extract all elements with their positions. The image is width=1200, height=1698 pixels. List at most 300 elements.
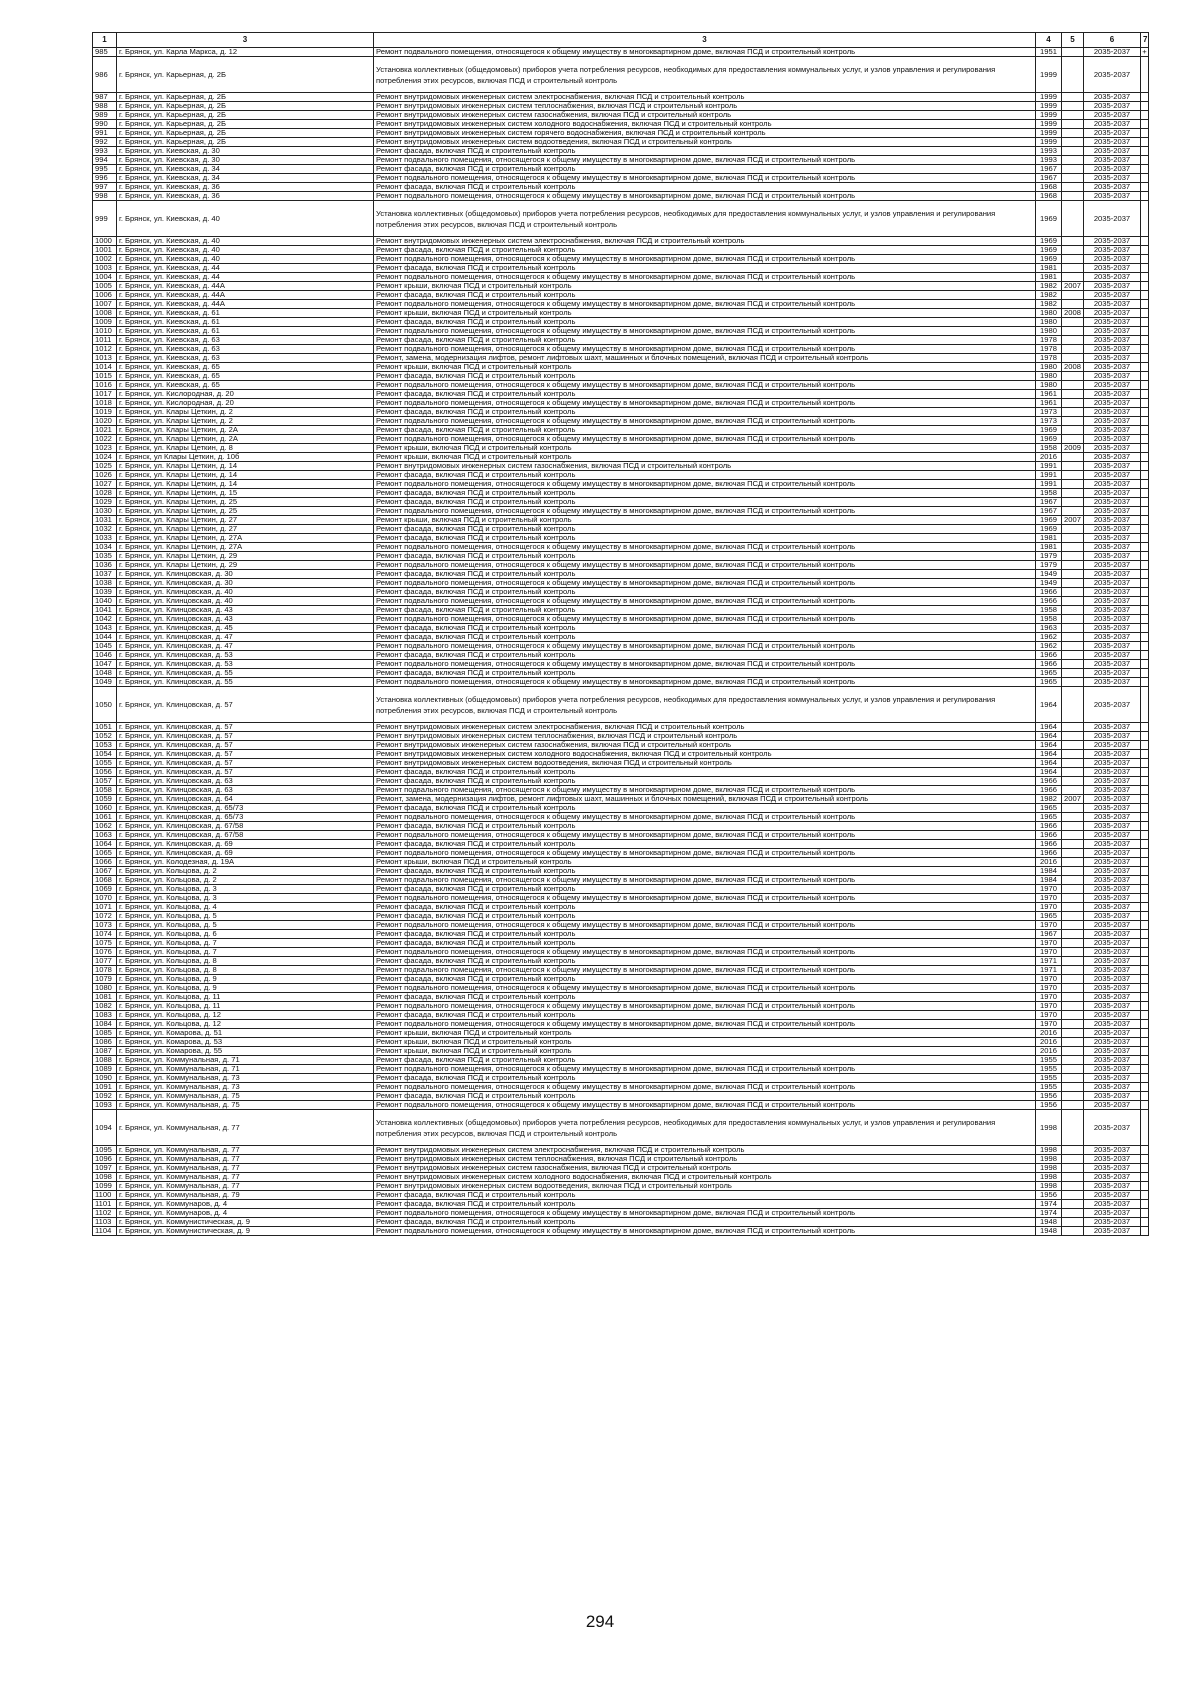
period-cell: 2035-2037 xyxy=(1084,597,1141,606)
address-cell: г. Брянск, ул. Клинцовская, д. 57 xyxy=(117,768,374,777)
year-built-cell: 1962 xyxy=(1036,633,1062,642)
year-built-cell: 1948 xyxy=(1036,1218,1062,1227)
mark-cell xyxy=(1141,1209,1149,1218)
work-type-cell: Ремонт фасада, включая ПСД и строительный контроль xyxy=(374,246,1036,255)
year-repair-cell xyxy=(1062,111,1084,120)
year-repair-cell xyxy=(1062,273,1084,282)
year-built-cell: 1970 xyxy=(1036,939,1062,948)
mark-cell xyxy=(1141,192,1149,201)
year-repair-cell xyxy=(1062,651,1084,660)
year-built-cell: 1980 xyxy=(1036,381,1062,390)
row-number: 986 xyxy=(93,57,117,93)
work-type-cell: Ремонт фасада, включая ПСД и строительный контроль xyxy=(374,975,1036,984)
work-type-cell: Ремонт фасада, включая ПСД и строительный контроль xyxy=(374,489,1036,498)
address-cell: г. Брянск, ул. Комарова, д. 53 xyxy=(117,1038,374,1047)
row-number: 1055 xyxy=(93,759,117,768)
work-type-cell: Ремонт крыши, включая ПСД и строительный контроль xyxy=(374,282,1036,291)
period-cell: 2035-2037 xyxy=(1084,750,1141,759)
address-cell: г. Брянск, ул. Клинцовская, д. 53 xyxy=(117,660,374,669)
mark-cell xyxy=(1141,795,1149,804)
year-built-cell: 1980 xyxy=(1036,309,1062,318)
table-row xyxy=(93,570,1149,579)
period-cell: 2035-2037 xyxy=(1084,516,1141,525)
repair-schedule-table xyxy=(92,32,1149,1236)
mark-cell xyxy=(1141,984,1149,993)
row-number: 1020 xyxy=(93,417,117,426)
row-number: 1090 xyxy=(93,1074,117,1083)
address-cell: г. Брянск, ул. Клинцовская, д. 63 xyxy=(117,786,374,795)
period-cell: 2035-2037 xyxy=(1084,183,1141,192)
year-repair-cell xyxy=(1062,570,1084,579)
period-cell: 2035-2037 xyxy=(1084,606,1141,615)
period-cell: 2035-2037 xyxy=(1084,579,1141,588)
period-cell: 2035-2037 xyxy=(1084,417,1141,426)
address-cell: г. Брянск, ул. Киевская, д. 63 xyxy=(117,345,374,354)
address-cell: г. Брянск, ул. Киевская, д. 40 xyxy=(117,237,374,246)
year-repair-cell xyxy=(1062,57,1084,93)
year-built-cell: 1982 xyxy=(1036,795,1062,804)
table-row xyxy=(93,858,1149,867)
year-built-cell: 1962 xyxy=(1036,642,1062,651)
address-cell: г. Брянск, ул. Кислородная, д. 20 xyxy=(117,399,374,408)
year-built-cell: 1969 xyxy=(1036,525,1062,534)
work-type-cell: Ремонт, замена, модернизация лифтов, ремонт лифтовых шахт, машинных и блочных помещений, включая ПСД и строительный контроль xyxy=(374,795,1036,804)
year-built-cell: 1958 xyxy=(1036,489,1062,498)
table-row xyxy=(93,201,1149,237)
row-number: 1016 xyxy=(93,381,117,390)
mark-cell xyxy=(1141,480,1149,489)
address-cell: г. Брянск, ул. Киевская, д. 30 xyxy=(117,156,374,165)
mark-cell xyxy=(1141,948,1149,957)
work-type-cell: Ремонт фасада, включая ПСД и строительный контроль xyxy=(374,624,1036,633)
table-row xyxy=(93,975,1149,984)
year-repair-cell xyxy=(1062,804,1084,813)
year-repair-cell xyxy=(1062,1002,1084,1011)
year-repair-cell xyxy=(1062,588,1084,597)
row-number: 988 xyxy=(93,102,117,111)
address-cell: г. Брянск, ул. Клинцовская, д. 55 xyxy=(117,669,374,678)
mark-cell xyxy=(1141,588,1149,597)
table-row xyxy=(93,354,1149,363)
row-number: 1006 xyxy=(93,291,117,300)
work-type-cell: Ремонт внутридомовых инженерных систем теплоснабжения, включая ПСД и строительный контроль xyxy=(374,102,1036,111)
year-repair-cell xyxy=(1062,498,1084,507)
year-repair-cell xyxy=(1062,885,1084,894)
mark-cell xyxy=(1141,1002,1149,1011)
address-cell: г. Брянск, ул. Клинцовская, д. 69 xyxy=(117,840,374,849)
row-number: 1052 xyxy=(93,732,117,741)
year-built-cell: 1973 xyxy=(1036,417,1062,426)
table-row xyxy=(93,1191,1149,1200)
year-built-cell: 1969 xyxy=(1036,426,1062,435)
mark-cell xyxy=(1141,903,1149,912)
year-built-cell: 1956 xyxy=(1036,1092,1062,1101)
year-built-cell: 1981 xyxy=(1036,264,1062,273)
year-repair-cell xyxy=(1062,1065,1084,1074)
work-type-cell: Ремонт фасада, включая ПСД и строительный контроль xyxy=(374,426,1036,435)
period-cell: 2035-2037 xyxy=(1084,561,1141,570)
mark-cell xyxy=(1141,876,1149,885)
work-type-cell: Ремонт подвального помещения, относящегося к общему имуществу в многоквартирном доме, включая ПСД и строительный контроль xyxy=(374,507,1036,516)
mark-cell xyxy=(1141,894,1149,903)
year-repair-cell xyxy=(1062,624,1084,633)
period-cell: 2035-2037 xyxy=(1084,633,1141,642)
row-number: 992 xyxy=(93,138,117,147)
year-repair-cell xyxy=(1062,453,1084,462)
table-row xyxy=(93,930,1149,939)
table-row xyxy=(93,1164,1149,1173)
year-built-cell: 1984 xyxy=(1036,876,1062,885)
table-row xyxy=(93,1155,1149,1164)
row-number: 1060 xyxy=(93,804,117,813)
header-col-1: 1 xyxy=(93,33,117,48)
row-number: 1056 xyxy=(93,768,117,777)
row-number: 1096 xyxy=(93,1155,117,1164)
work-type-cell: Ремонт подвального помещения, относящегося к общему имуществу в многоквартирном доме, включая ПСД и строительный контроль xyxy=(374,1083,1036,1092)
table-row xyxy=(93,345,1149,354)
period-cell: 2035-2037 xyxy=(1084,660,1141,669)
mark-cell xyxy=(1141,912,1149,921)
work-type-cell: Ремонт подвального помещения, относящегося к общему имуществу в многоквартирном доме, включая ПСД и строительный контроль xyxy=(374,300,1036,309)
address-cell: г. Брянск, ул. Клары Цеткин, д. 27 xyxy=(117,516,374,525)
address-cell: г. Брянск, ул. Клинцовская, д. 63 xyxy=(117,777,374,786)
mark-cell xyxy=(1141,417,1149,426)
address-cell: г. Брянск, ул. Киевская, д. 44 xyxy=(117,273,374,282)
mark-cell xyxy=(1141,129,1149,138)
address-cell: г. Брянск, ул. Комарова, д. 51 xyxy=(117,1029,374,1038)
mark-cell xyxy=(1141,1155,1149,1164)
row-number: 1047 xyxy=(93,660,117,669)
row-number: 1059 xyxy=(93,795,117,804)
header-col-7: 7 xyxy=(1141,33,1149,48)
mark-cell xyxy=(1141,957,1149,966)
address-cell: г. Брянск, ул. Коммунальная, д. 73 xyxy=(117,1074,374,1083)
table-row xyxy=(93,912,1149,921)
mark-cell xyxy=(1141,867,1149,876)
row-number: 1012 xyxy=(93,345,117,354)
year-repair-cell xyxy=(1062,1173,1084,1182)
period-cell: 2035-2037 xyxy=(1084,372,1141,381)
year-repair-cell xyxy=(1062,786,1084,795)
table-row xyxy=(93,1110,1149,1146)
address-cell: г. Брянск, ул. Комарова, д. 55 xyxy=(117,1047,374,1056)
table-row xyxy=(93,777,1149,786)
year-repair-cell xyxy=(1062,741,1084,750)
mark-cell xyxy=(1141,1146,1149,1155)
mark-cell xyxy=(1141,363,1149,372)
table-row xyxy=(93,192,1149,201)
year-repair-cell xyxy=(1062,561,1084,570)
year-repair-cell xyxy=(1062,597,1084,606)
work-type-cell: Ремонт фасада, включая ПСД и строительный контроль xyxy=(374,264,1036,273)
year-built-cell: 1968 xyxy=(1036,192,1062,201)
work-type-cell: Ремонт подвального помещения, относящегося к общему имуществу в многоквартирном доме, включая ПСД и строительный контроль xyxy=(374,156,1036,165)
year-built-cell: 1970 xyxy=(1036,948,1062,957)
mark-cell xyxy=(1141,1029,1149,1038)
row-number: 1099 xyxy=(93,1182,117,1191)
row-number: 1091 xyxy=(93,1083,117,1092)
address-cell: г. Брянск, ул. Клары Цеткин, д. 2А xyxy=(117,426,374,435)
page-number: 294 xyxy=(585,1612,615,1631)
work-type-cell: Ремонт крыши, включая ПСД и строительный контроль xyxy=(374,453,1036,462)
year-built-cell: 1970 xyxy=(1036,894,1062,903)
period-cell: 2035-2037 xyxy=(1084,291,1141,300)
address-cell: г. Брянск, ул. Коммунистическая, д. 9 xyxy=(117,1218,374,1227)
address-cell: г. Брянск, ул. Карьерная, д. 2Б xyxy=(117,102,374,111)
address-cell: г. Брянск, ул Клары Цеткин, д. 10б xyxy=(117,453,374,462)
address-cell: г. Брянск, ул. Киевская, д. 30 xyxy=(117,147,374,156)
work-type-cell: Ремонт фасада, включая ПСД и строительный контроль xyxy=(374,930,1036,939)
period-cell: 2035-2037 xyxy=(1084,867,1141,876)
mark-cell xyxy=(1141,237,1149,246)
address-cell: г. Брянск, ул. Клинцовская, д. 30 xyxy=(117,579,374,588)
year-repair-cell xyxy=(1062,615,1084,624)
table-row xyxy=(93,561,1149,570)
table-row xyxy=(93,633,1149,642)
period-cell: 2035-2037 xyxy=(1084,525,1141,534)
work-type-cell: Ремонт внутридомовых инженерных систем холодного водоснабжения, включая ПСД и строительный контроль xyxy=(374,1173,1036,1182)
row-number: 1080 xyxy=(93,984,117,993)
address-cell: г. Брянск, ул. Клары Цеткин, д. 14 xyxy=(117,480,374,489)
table-row xyxy=(93,1002,1149,1011)
table-row xyxy=(93,1092,1149,1101)
row-number: 994 xyxy=(93,156,117,165)
table-row xyxy=(93,444,1149,453)
address-cell: г. Брянск, ул. Клинцовская, д. 40 xyxy=(117,588,374,597)
period-cell: 2035-2037 xyxy=(1084,669,1141,678)
mark-cell xyxy=(1141,1020,1149,1029)
year-repair-cell xyxy=(1062,1092,1084,1101)
year-repair-cell xyxy=(1062,750,1084,759)
period-cell: 2035-2037 xyxy=(1084,1092,1141,1101)
period-cell: 2035-2037 xyxy=(1084,1155,1141,1164)
address-cell: г. Брянск, ул. Киевская, д. 44А xyxy=(117,291,374,300)
year-built-cell: 1999 xyxy=(1036,138,1062,147)
address-cell: г. Брянск, ул. Клары Цеткин, д. 15 xyxy=(117,489,374,498)
work-type-cell: Ремонт внутридомовых инженерных систем газоснабжения, включая ПСД и строительный контроль xyxy=(374,1164,1036,1173)
period-cell: 2035-2037 xyxy=(1084,336,1141,345)
mark-cell xyxy=(1141,471,1149,480)
work-type-cell: Ремонт подвального помещения, относящегося к общему имуществу в многоквартирном доме, включая ПСД и строительный контроль xyxy=(374,435,1036,444)
row-number: 1036 xyxy=(93,561,117,570)
work-type-cell: Ремонт фасада, включая ПСД и строительный контроль xyxy=(374,912,1036,921)
table-row xyxy=(93,237,1149,246)
year-built-cell: 1980 xyxy=(1036,372,1062,381)
year-built-cell: 1970 xyxy=(1036,975,1062,984)
work-type-cell: Ремонт подвального помещения, относящегося к общему имуществу в многоквартирном доме, включая ПСД и строительный контроль xyxy=(374,849,1036,858)
period-cell: 2035-2037 xyxy=(1084,1146,1141,1155)
period-cell: 2035-2037 xyxy=(1084,795,1141,804)
period-cell: 2035-2037 xyxy=(1084,300,1141,309)
work-type-cell: Ремонт внутридомовых инженерных систем теплоснабжения, включая ПСД и строительный контроль xyxy=(374,732,1036,741)
mark-cell xyxy=(1141,849,1149,858)
year-built-cell: 1966 xyxy=(1036,651,1062,660)
year-repair-cell xyxy=(1062,1101,1084,1110)
year-repair-cell xyxy=(1062,1020,1084,1029)
work-type-cell: Ремонт внутридомовых инженерных систем электроснабжения, включая ПСД и строительный контроль xyxy=(374,1146,1036,1155)
header-col-year-repair: 5 xyxy=(1062,33,1084,48)
row-number: 1094 xyxy=(93,1110,117,1146)
work-type-cell: Ремонт фасада, включая ПСД и строительный контроль xyxy=(374,1074,1036,1083)
year-repair-cell xyxy=(1062,669,1084,678)
mark-cell xyxy=(1141,759,1149,768)
row-number: 1025 xyxy=(93,462,117,471)
mark-cell xyxy=(1141,498,1149,507)
year-repair-cell xyxy=(1062,939,1084,948)
mark-cell xyxy=(1141,246,1149,255)
period-cell: 2035-2037 xyxy=(1084,1101,1141,1110)
period-cell: 2035-2037 xyxy=(1084,129,1141,138)
address-cell: г. Брянск, ул. Кольцова, д. 5 xyxy=(117,921,374,930)
row-number: 1076 xyxy=(93,948,117,957)
row-number: 1084 xyxy=(93,1020,117,1029)
row-number: 1101 xyxy=(93,1200,117,1209)
mark-cell xyxy=(1141,921,1149,930)
period-cell: 2035-2037 xyxy=(1084,174,1141,183)
year-built-cell: 1982 xyxy=(1036,282,1062,291)
period-cell: 2035-2037 xyxy=(1084,975,1141,984)
work-type-cell: Ремонт фасада, включая ПСД и строительный контроль xyxy=(374,1092,1036,1101)
work-type-cell: Ремонт внутридомовых инженерных систем водоотведения, включая ПСД и строительный контроль xyxy=(374,1182,1036,1191)
year-repair-cell xyxy=(1062,1038,1084,1047)
year-repair-cell xyxy=(1062,138,1084,147)
row-number: 1003 xyxy=(93,264,117,273)
year-repair-cell xyxy=(1062,525,1084,534)
row-number: 997 xyxy=(93,183,117,192)
mark-cell xyxy=(1141,1200,1149,1209)
row-number: 1030 xyxy=(93,507,117,516)
table-row xyxy=(93,300,1149,309)
year-built-cell: 1964 xyxy=(1036,768,1062,777)
row-number: 1100 xyxy=(93,1191,117,1200)
address-cell: г. Брянск, ул. Коммунальная, д. 77 xyxy=(117,1182,374,1191)
table-row xyxy=(93,93,1149,102)
mark-cell xyxy=(1141,354,1149,363)
mark-cell xyxy=(1141,93,1149,102)
work-type-cell: Ремонт подвального помещения, относящегося к общему имуществу в многоквартирном доме, включая ПСД и строительный контроль xyxy=(374,255,1036,264)
work-type-cell: Ремонт подвального помещения, относящегося к общему имуществу в многоквартирном доме, включая ПСД и строительный контроль xyxy=(374,660,1036,669)
row-number: 993 xyxy=(93,147,117,156)
mark-cell xyxy=(1141,372,1149,381)
address-cell: г. Брянск, ул. Киевская, д. 65 xyxy=(117,363,374,372)
year-built-cell: 1981 xyxy=(1036,273,1062,282)
work-type-cell: Установка коллективных (общедомовых) приборов учета потребления ресурсов, необходимых для предоставления коммунальных услуг, и узлов управления и регулирования потребления этих ресурсов, включая ПСД и строительный контроль xyxy=(374,1110,1036,1146)
row-number: 1031 xyxy=(93,516,117,525)
period-cell: 2035-2037 xyxy=(1084,993,1141,1002)
year-repair-cell xyxy=(1062,876,1084,885)
table-row xyxy=(93,543,1149,552)
year-repair-cell xyxy=(1062,399,1084,408)
mark-cell xyxy=(1141,390,1149,399)
mark-cell xyxy=(1141,156,1149,165)
work-type-cell: Ремонт внутридомовых инженерных систем теплоснабжения, включая ПСД и строительный контроль xyxy=(374,1155,1036,1164)
year-built-cell: 1967 xyxy=(1036,498,1062,507)
address-cell: г. Брянск, ул. Кольцова, д. 4 xyxy=(117,903,374,912)
year-built-cell: 1998 xyxy=(1036,1155,1062,1164)
address-cell: г. Брянск, ул. Клинцовская, д. 57 xyxy=(117,723,374,732)
row-number: 1011 xyxy=(93,336,117,345)
period-cell: 2035-2037 xyxy=(1084,957,1141,966)
row-number: 989 xyxy=(93,111,117,120)
address-cell: г. Брянск, ул. Клары Цеткин, д. 2 xyxy=(117,408,374,417)
period-cell: 2035-2037 xyxy=(1084,642,1141,651)
mark-cell xyxy=(1141,858,1149,867)
address-cell: г. Брянск, ул. Клинцовская, д. 64 xyxy=(117,795,374,804)
register-sheet xyxy=(92,32,1148,1236)
year-repair-cell xyxy=(1062,255,1084,264)
row-number: 996 xyxy=(93,174,117,183)
address-cell: г. Брянск, ул. Клинцовская, д. 55 xyxy=(117,678,374,687)
table-row xyxy=(93,831,1149,840)
mark-cell xyxy=(1141,264,1149,273)
period-cell: 2035-2037 xyxy=(1084,1056,1141,1065)
period-cell: 2035-2037 xyxy=(1084,813,1141,822)
table-row xyxy=(93,579,1149,588)
work-type-cell: Ремонт фасада, включая ПСД и строительный контроль xyxy=(374,939,1036,948)
period-cell: 2035-2037 xyxy=(1084,885,1141,894)
period-cell: 2035-2037 xyxy=(1084,678,1141,687)
year-built-cell: 1964 xyxy=(1036,687,1062,723)
row-number: 1027 xyxy=(93,480,117,489)
period-cell: 2035-2037 xyxy=(1084,1029,1141,1038)
table-row xyxy=(93,894,1149,903)
table-row xyxy=(93,147,1149,156)
table-header-row xyxy=(93,33,1149,48)
mark-cell xyxy=(1141,660,1149,669)
table-row xyxy=(93,786,1149,795)
table-row xyxy=(93,516,1149,525)
row-number: 1054 xyxy=(93,750,117,759)
work-type-cell: Ремонт подвального помещения, относящегося к общему имуществу в многоквартирном доме, включая ПСД и строительный контроль xyxy=(374,345,1036,354)
address-cell: г. Брянск, ул. Кольцова, д. 8 xyxy=(117,966,374,975)
year-built-cell: 1966 xyxy=(1036,849,1062,858)
address-cell: г. Брянск, ул. Коммунальная, д. 75 xyxy=(117,1092,374,1101)
row-number: 1028 xyxy=(93,489,117,498)
year-repair-cell xyxy=(1062,534,1084,543)
year-built-cell: 1970 xyxy=(1036,921,1062,930)
row-number: 995 xyxy=(93,165,117,174)
work-type-cell: Ремонт подвального помещения, относящегося к общему имуществу в многоквартирном доме, включая ПСД и строительный контроль xyxy=(374,174,1036,183)
table-row xyxy=(93,840,1149,849)
table-row xyxy=(93,138,1149,147)
year-built-cell: 1969 xyxy=(1036,255,1062,264)
mark-cell xyxy=(1141,273,1149,282)
work-type-cell: Ремонт крыши, включая ПСД и строительный контроль xyxy=(374,858,1036,867)
table-row xyxy=(93,1146,1149,1155)
year-repair-cell xyxy=(1062,912,1084,921)
work-type-cell: Ремонт подвального помещения, относящегося к общему имуществу в многоквартирном доме, включая ПСД и строительный контроль xyxy=(374,417,1036,426)
year-built-cell: 1964 xyxy=(1036,741,1062,750)
year-repair-cell xyxy=(1062,822,1084,831)
address-cell: г. Брянск, ул. Карьерная, д. 2Б xyxy=(117,129,374,138)
mark-cell xyxy=(1141,120,1149,129)
table-row xyxy=(93,1065,1149,1074)
mark-cell xyxy=(1141,750,1149,759)
row-number: 1063 xyxy=(93,831,117,840)
period-cell: 2035-2037 xyxy=(1084,147,1141,156)
row-number: 1093 xyxy=(93,1101,117,1110)
year-repair-cell xyxy=(1062,993,1084,1002)
work-type-cell: Ремонт подвального помещения, относящегося к общему имуществу в многоквартирном доме, включая ПСД и строительный контроль xyxy=(374,786,1036,795)
mark-cell xyxy=(1141,516,1149,525)
work-type-cell: Ремонт фасада, включая ПСД и строительный контроль xyxy=(374,822,1036,831)
mark-cell xyxy=(1141,300,1149,309)
period-cell: 2035-2037 xyxy=(1084,138,1141,147)
period-cell: 2035-2037 xyxy=(1084,426,1141,435)
year-built-cell: 1999 xyxy=(1036,120,1062,129)
table-row xyxy=(93,453,1149,462)
mark-cell xyxy=(1141,840,1149,849)
